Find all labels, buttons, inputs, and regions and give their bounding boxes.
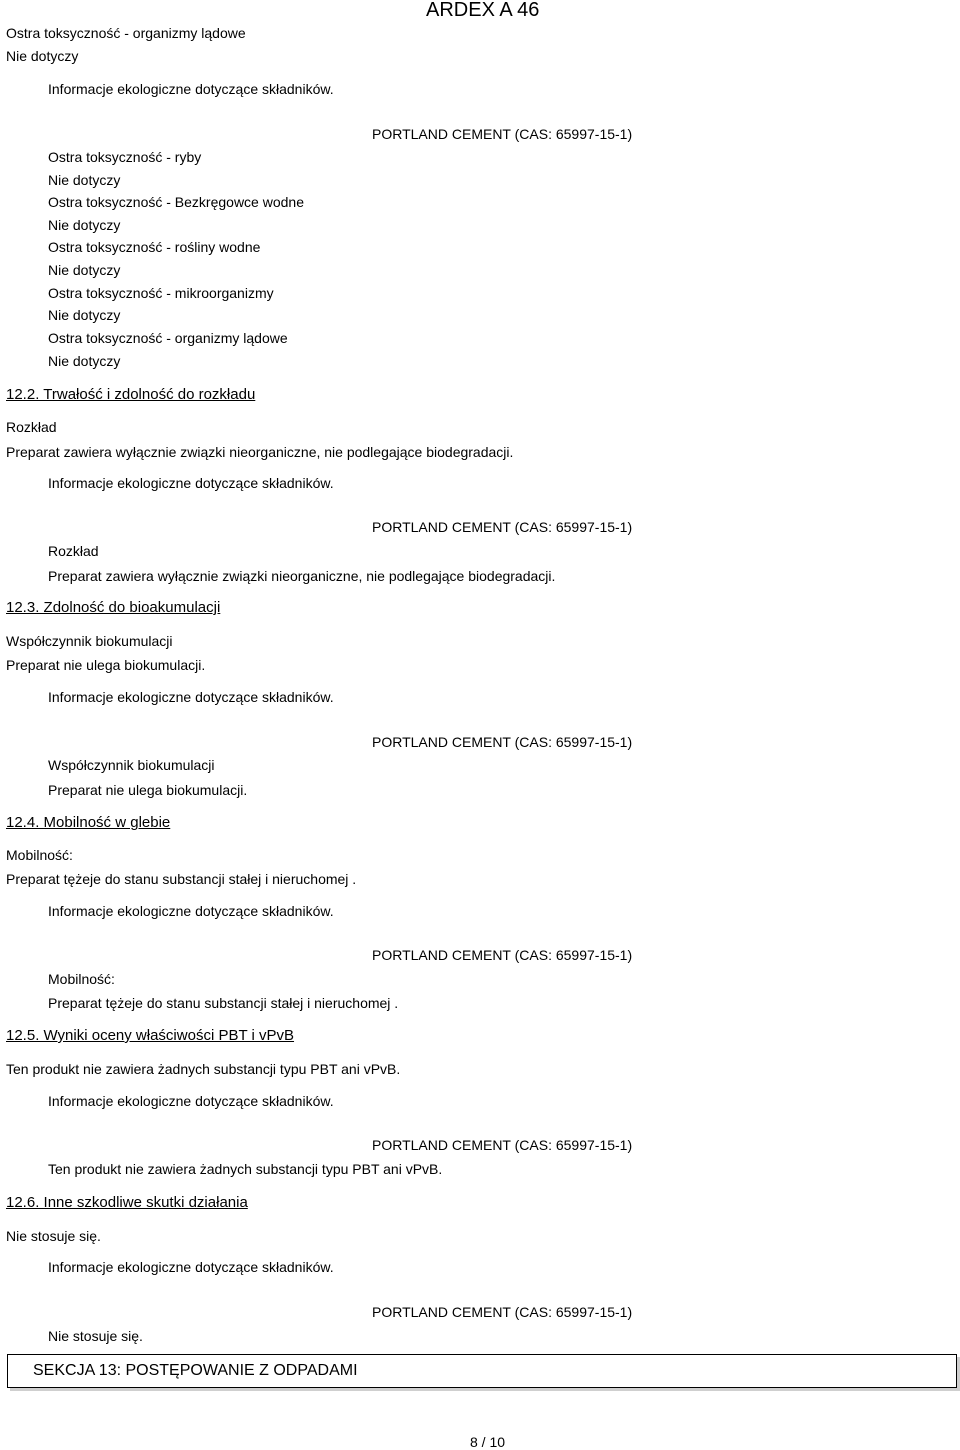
bioacc-component-text: Preparat nie ulega biokumulacji. [48, 782, 248, 798]
section-13-bar [7, 1354, 957, 1388]
rozklad-component-text: Preparat zawiera wyłącznie związki nieorganiczne, nie podlegające biodegradacji. [48, 568, 556, 584]
tox-label: Ostra toksyczność - organizmy lądowe [48, 330, 288, 346]
section-heading-12-2: 12.2. Trwałość i zdolność do rozkładu [6, 386, 256, 403]
info-link: Informacje ekologiczne dotyczące składników. [48, 689, 334, 705]
section-13-title: SEKCJA 13: POSTĘPOWANIE Z ODPADAMI [33, 1362, 358, 1379]
cas-heading: PORTLAND CEMENT (CAS: 65997-15-1) [372, 947, 633, 963]
other-effects-component-text: Nie stosuje się. [48, 1328, 143, 1344]
cas-heading: PORTLAND CEMENT (CAS: 65997-15-1) [372, 126, 633, 142]
section-heading-12-5: 12.5. Wyniki oceny właściwości PBT i vPvB [6, 1027, 295, 1044]
tox-value: Nie dotyczy [48, 217, 121, 233]
tox-value: Nie dotyczy [48, 262, 121, 278]
section-heading-12-3: 12.3. Zdolność do bioakumulacji [6, 599, 221, 616]
bioacc-component-label: Współczynnik biokumulacji [48, 757, 215, 773]
mobility-label: Mobilność: [6, 847, 73, 863]
top-tox-value: Nie dotyczy [6, 48, 79, 64]
cas-heading: PORTLAND CEMENT (CAS: 65997-15-1) [372, 1304, 633, 1320]
mobility-component-text: Preparat tężeje do stanu substancji stałej i nieruchomej . [48, 995, 399, 1011]
section-heading-12-4: 12.4. Mobilność w glebie [6, 814, 171, 831]
tox-value: Nie dotyczy [48, 307, 121, 323]
tox-label: Ostra toksyczność - mikroorganizmy [48, 285, 274, 301]
rozklad-component-label: Rozkład [48, 543, 99, 559]
section-heading-12-6: 12.6. Inne szkodliwe skutki działania [6, 1194, 248, 1211]
mobility-component-label: Mobilność: [48, 971, 115, 987]
pbt-component-text: Ten produkt nie zawiera żadnych substancji typu PBT ani vPvB. [48, 1161, 443, 1177]
other-effects-text: Nie stosuje się. [6, 1228, 101, 1244]
cas-heading: PORTLAND CEMENT (CAS: 65997-15-1) [372, 519, 633, 535]
cas-heading: PORTLAND CEMENT (CAS: 65997-15-1) [372, 734, 633, 750]
info-link: Informacje ekologiczne dotyczące składników. [48, 903, 334, 919]
rozklad-text: Preparat zawiera wyłącznie związki nieorganiczne, nie podlegające biodegradacji. [6, 444, 514, 460]
product-title: ARDEX A 46 [426, 0, 540, 21]
tox-label: Ostra toksyczność - ryby [48, 149, 202, 165]
tox-label: Ostra toksyczność - Bezkręgowce wodne [48, 194, 304, 210]
mobility-text: Preparat tężeje do stanu substancji stałej i nieruchomej . [6, 871, 357, 887]
pbt-text: Ten produkt nie zawiera żadnych substancji typu PBT ani vPvB. [6, 1061, 401, 1077]
bioacc-text: Preparat nie ulega biokumulacji. [6, 657, 206, 673]
info-link: Informacje ekologiczne dotyczące składników. [48, 81, 334, 97]
info-link: Informacje ekologiczne dotyczące składników. [48, 475, 334, 491]
tox-label: Ostra toksyczność - rośliny wodne [48, 239, 261, 255]
top-tox-label: Ostra toksyczność - organizmy lądowe [6, 25, 246, 41]
rozklad-label: Rozkład [6, 419, 57, 435]
info-link: Informacje ekologiczne dotyczące składników. [48, 1093, 334, 1109]
cas-heading: PORTLAND CEMENT (CAS: 65997-15-1) [372, 1137, 633, 1153]
page-number: 8 / 10 [470, 1434, 506, 1450]
tox-value: Nie dotyczy [48, 353, 121, 369]
tox-value: Nie dotyczy [48, 172, 121, 188]
info-link: Informacje ekologiczne dotyczące składników. [48, 1259, 334, 1275]
bioacc-label: Współczynnik biokumulacji [6, 633, 173, 649]
